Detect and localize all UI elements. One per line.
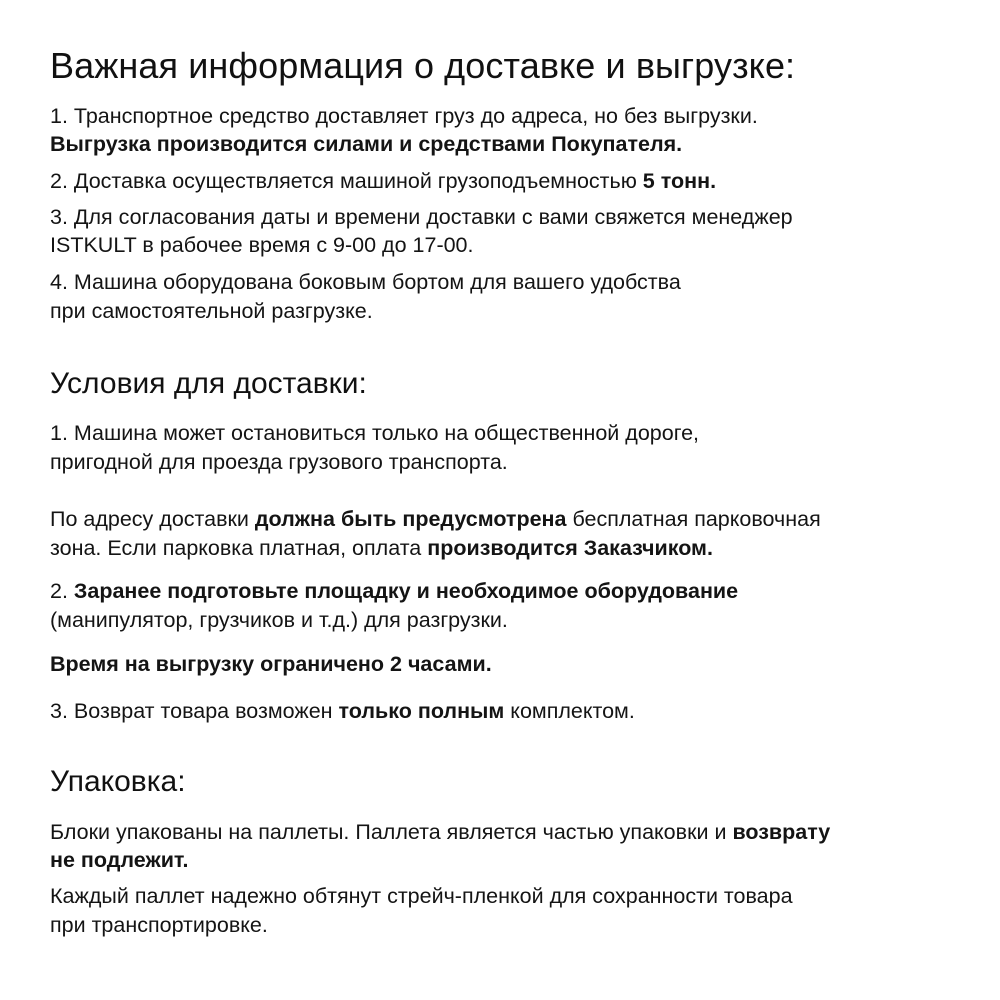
heading-delivery-conditions: Условия для доставки: (50, 367, 367, 400)
conditions-item-3-text-b: комплектом. (504, 699, 635, 723)
delivery-info-item-3-line-2: ISTKULT в рабочее время с 9-00 до 17-00. (50, 233, 474, 257)
parking-bold: должна быть предусмотрена (254, 507, 567, 531)
conditions-parking-line-2 (50, 533, 713, 563)
conditions-item-2-bold: Заранее подготовьте площадку и необходимое оборудование (73, 579, 739, 603)
parking-line-2-text: зона. Если парковка платная, оплата (50, 536, 428, 560)
packaging-para-1-text: Блоки упакованы на паллеты. Паллета является частью упаковки и (50, 820, 733, 844)
conditions-item-3 (50, 696, 635, 726)
delivery-info-item-4-line-1: 4. Машина оборудована боковым бортом для вашего удобства (50, 270, 681, 294)
heading-delivery-info: Важная информация о доставке и выгрузке: (50, 45, 796, 86)
conditions-item-3-bold: только полным (338, 699, 505, 723)
delivery-info-item-2-bold: 5 тонн. (642, 169, 717, 193)
parking-text-b: бесплатная парковочная (566, 507, 821, 531)
packaging-para-1-line-2: не подлежит. (50, 848, 189, 872)
conditions-unload-time: Время на выгрузку ограничено 2 часами. (50, 652, 492, 676)
packaging-para-2-line-1: Каждый паллет надежно обтянут стрейч-пленкой для сохранности товара (50, 884, 793, 908)
packaging-para-1-line-1 (50, 817, 830, 847)
conditions-item-2-line-1 (50, 576, 738, 606)
parking-text-a: По адресу доставки (50, 507, 255, 531)
conditions-item-3-text-a: 3. Возврат товара возможен (50, 699, 339, 723)
delivery-info-item-4-line-2: при самостоятельной разгрузке. (50, 299, 373, 323)
parking-line-2-bold: производится Заказчиком. (427, 536, 713, 560)
conditions-item-2-number: 2. (50, 579, 74, 603)
delivery-info-item-1-line-1: 1. Транспортное средство доставляет груз до адреса, но без выгрузки. (50, 104, 758, 128)
heading-packaging: Упаковка: (50, 765, 186, 798)
delivery-info-item-2 (50, 166, 716, 196)
packaging-para-2-line-2: при транспортировке. (50, 913, 268, 937)
delivery-info-item-2-text: 2. Доставка осуществляется машиной грузоподъемностью (50, 169, 643, 193)
packaging-para-1-bold: возврату (732, 820, 831, 844)
conditions-item-2-line-2: (манипулятор, грузчиков и т.д.) для разгрузки. (50, 608, 508, 632)
delivery-info-item-1-line-2: Выгрузка производится силами и средствами Покупателя. (50, 132, 683, 156)
delivery-info-item-3-line-1: 3. Для согласования даты и времени доставки с вами свяжется менеджер (50, 205, 793, 229)
conditions-item-1-line-2: пригодной для проезда грузового транспорта. (50, 450, 508, 474)
conditions-parking-line-1 (50, 504, 821, 534)
conditions-item-1-line-1: 1. Машина может остановиться только на общественной дороге, (50, 421, 699, 445)
